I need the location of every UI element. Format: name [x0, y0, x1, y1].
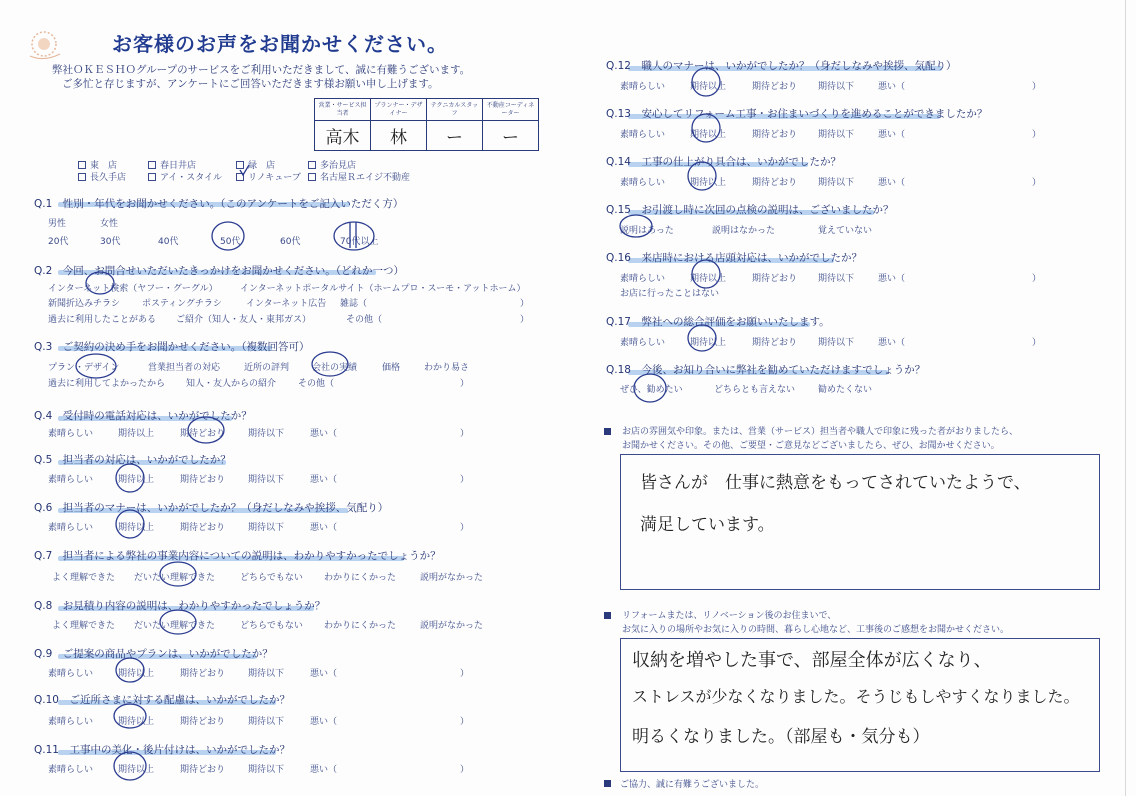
q13-option[interactable]: 期待以下: [818, 130, 855, 140]
checkbox-icon: [78, 173, 86, 181]
q2-option[interactable]: 雑誌（: [340, 299, 368, 309]
q7-option[interactable]: よく理解できた: [52, 573, 116, 583]
comment1-prompt-1: お店の雰囲気や印象。または、営業（サービス）担当者や職人で印象に残った者がおりましたら、: [622, 427, 1019, 437]
q14-option[interactable]: 期待以上: [690, 178, 727, 188]
q17-label: Q.17 弊社への総合評価をお願いいたします。: [606, 316, 830, 328]
q10-option[interactable]: 期待どおり: [180, 717, 226, 727]
q6-label: Q.6 担当者のマナーは、いかがでしたか？（身だしなみや挨拶、気配り）: [34, 502, 389, 514]
store-option[interactable]: 緑 店: [236, 158, 275, 171]
q10-paren-close: ）: [460, 717, 470, 727]
q13-option[interactable]: 素晴らしい: [620, 130, 666, 140]
comment1-answer-2: 満足しています。: [640, 515, 775, 535]
q9-option[interactable]: 素晴らしい: [48, 669, 94, 679]
q4-label: Q.4 受付時の電話対応は、いかがでしたか？: [34, 410, 252, 422]
q12-label: Q.12 職人のマナーは、いかがでしたか？（身だしなみや挨拶、気配り）: [606, 60, 957, 72]
page-title: お客様のお声をお聞かせください。: [112, 32, 448, 56]
q12-option[interactable]: 期待どおり: [752, 82, 798, 92]
q15-option[interactable]: 覚えていない: [818, 226, 873, 236]
q1-option[interactable]: 50代: [220, 237, 241, 247]
staff-value-sales[interactable]: 高木: [315, 121, 371, 151]
staff-value-planner[interactable]: 林: [371, 121, 427, 151]
q4-option[interactable]: 期待どおり: [180, 429, 226, 439]
q4-option[interactable]: 期待以上: [118, 429, 155, 439]
q6-option[interactable]: 悪い（: [310, 523, 338, 533]
q5-option[interactable]: 期待以下: [248, 475, 285, 485]
q14-option[interactable]: 素晴らしい: [620, 178, 666, 188]
q14-label: Q.14 工事の仕上がり具合は、いかがでしたか？: [606, 156, 841, 168]
store-option[interactable]: 多治見店: [308, 158, 356, 171]
checkbox-checked-icon: [236, 173, 244, 181]
q13-label: Q.13 安心してリフォーム工事・お住まいづくりを進めることができましたか？: [606, 108, 988, 120]
staff-header-technical: テクニカルスタッフ: [427, 99, 483, 121]
q5-option[interactable]: 期待以上: [118, 475, 155, 485]
q8-option[interactable]: 説明がなかった: [420, 621, 484, 631]
store-option-selected[interactable]: リノキューブ: [236, 170, 301, 183]
q17-option[interactable]: 悪い（: [878, 338, 906, 348]
q5-paren-close: ）: [460, 475, 470, 485]
q2-option[interactable]: ご紹介（知人・友人・東邦ガス）: [176, 315, 312, 325]
q12-option[interactable]: 期待以上: [690, 82, 727, 92]
q1-option[interactable]: 40代: [158, 237, 179, 247]
q11-option[interactable]: 素晴らしい: [48, 765, 94, 775]
q2-label: Q.2 今回、お問合せいただいたきっかけをお聞かせください。（どれか一つ）: [34, 265, 405, 277]
intro-line-2: ご多忙と存じますが、アンケートにご回答いただきます様お願い申し上げます。: [62, 78, 439, 90]
q7-option[interactable]: だいたい理解できた: [134, 573, 216, 583]
q17-option[interactable]: 期待以上: [690, 338, 727, 348]
store-option[interactable]: 長久手店: [78, 170, 126, 183]
q17-option[interactable]: 期待以下: [818, 338, 855, 348]
q10-label: Q.10 ご近所さまに対する配慮は、いかがでしたか？: [34, 694, 290, 706]
q3-option[interactable]: その他（: [298, 379, 335, 389]
q11-option[interactable]: 期待以上: [118, 765, 155, 775]
q2-option[interactable]: 過去に利用したことがある: [48, 315, 157, 325]
q7-option[interactable]: 説明がなかった: [420, 573, 484, 583]
q14-option[interactable]: 悪い（: [878, 178, 906, 188]
q14-paren-close: ）: [1032, 178, 1042, 188]
q13-option[interactable]: 期待どおり: [752, 130, 798, 140]
q10-option[interactable]: 悪い（: [310, 717, 338, 727]
q2-option[interactable]: インターネット検索（ヤフー・グーグル）: [48, 284, 218, 294]
q17-option[interactable]: 期待どおり: [752, 338, 798, 348]
q11-option[interactable]: 期待どおり: [180, 765, 226, 775]
q1-option[interactable]: 20代: [48, 237, 69, 247]
q6-paren-close: ）: [460, 523, 470, 533]
staff-header-sales: 営業・サービス担当者: [315, 99, 371, 121]
comment2-answer-3: 明るくなりました。（部屋も・気分も）: [632, 727, 930, 747]
staff-value-realestate[interactable]: ー: [483, 121, 539, 151]
q2-option[interactable]: ポスティングチラシ: [142, 299, 222, 309]
checkbox-icon: [308, 173, 316, 181]
q1-option[interactable]: 女性: [100, 219, 119, 229]
q1-option[interactable]: 男性: [48, 219, 67, 229]
q10-option[interactable]: 期待以下: [248, 717, 285, 727]
q1-option[interactable]: 70代以上: [340, 237, 379, 247]
q6-option[interactable]: 期待以上: [118, 523, 155, 533]
comment2-answer-1: 収納を増やした事で、部屋全体が広くなり、: [632, 650, 992, 671]
q16-option[interactable]: 素晴らしい: [620, 274, 666, 284]
q3-option[interactable]: 知人・友人からの紹介: [186, 379, 277, 389]
q9-option[interactable]: 期待以下: [248, 669, 285, 679]
store-option[interactable]: 春日井店: [148, 158, 196, 171]
q9-paren-close: ）: [460, 669, 470, 679]
q13-paren-close: ）: [1032, 130, 1042, 140]
checkbox-icon: [308, 161, 316, 169]
q9-option[interactable]: 悪い（: [310, 669, 338, 679]
q3-option[interactable]: 過去に利用してよかったから: [48, 379, 166, 389]
comment1-prompt-2: お聞かせください。その他、ご要望・ご意見などございましたら、ぜひ、お聞かせください。: [622, 441, 1000, 451]
q3-option[interactable]: プラン・デザイン: [48, 363, 120, 373]
q8-option[interactable]: だいたい理解できた: [134, 621, 216, 631]
q2-paren-close: ）: [520, 299, 530, 309]
checkbox-icon: [78, 161, 86, 169]
checkbox-icon: [236, 161, 244, 169]
q10-option[interactable]: 期待以上: [118, 717, 155, 727]
q2-option[interactable]: 新聞折込みチラシ: [48, 299, 121, 309]
q5-option[interactable]: 素晴らしい: [48, 475, 94, 485]
q5-option[interactable]: 期待どおり: [180, 475, 226, 485]
q16-paren-close: ）: [1032, 274, 1042, 284]
q2-option[interactable]: その他（: [346, 315, 383, 325]
q7-option[interactable]: どちらでもない: [240, 573, 303, 583]
store-option[interactable]: 東 店: [78, 158, 117, 171]
q1-option[interactable]: 60代: [280, 237, 301, 247]
comment1-answer-1: 皆さんが 仕事に熱意をもってされていたようで、: [640, 473, 1031, 493]
staff-value-technical[interactable]: ー: [427, 121, 483, 151]
q4-option[interactable]: 期待以下: [248, 429, 285, 439]
intro-line-1: 弊社ＯＫＥＳＨＯグループのサービスをご利用いただきまして、誠に有難うございます。: [52, 64, 471, 76]
q13-option[interactable]: 期待以上: [690, 130, 727, 140]
q7-label: Q.7 担当者による弊社の事業内容についての説明は、わかりやすかったでしょうか？: [34, 550, 441, 562]
q7-option[interactable]: わかりにくかった: [324, 573, 397, 583]
q1-label: Q.1 性別・年代をお聞かせください。（このアンケートをご記入いただく方）: [34, 198, 404, 210]
q4-option[interactable]: 悪い（: [310, 429, 338, 439]
q15-option[interactable]: 説明はなかった: [712, 226, 776, 236]
section-bullet-icon: [604, 612, 611, 619]
store-option[interactable]: 名古屋Ｒエイジ不動産: [308, 170, 410, 183]
q16-option[interactable]: 期待どおり: [752, 274, 798, 284]
q10-option[interactable]: 素晴らしい: [48, 717, 94, 727]
q3-option[interactable]: 営業担当者の対応: [148, 363, 221, 373]
q2-option[interactable]: インターネット広告: [246, 299, 327, 309]
q3-option[interactable]: 会社の実績: [312, 363, 358, 373]
q18-label: Q.18 今後、お知り合いに弊社を勧めていただけますでしょうか？: [606, 364, 926, 376]
q6-option[interactable]: 期待どおり: [180, 523, 226, 533]
q15-label: Q.15 お引渡し時に次回の点検の説明は、ございましたか？: [606, 204, 894, 216]
q2-option[interactable]: インターネットポータルサイト（ホームプロ・スーモ・アットホーム）: [240, 284, 526, 294]
q8-option[interactable]: よく理解できた: [52, 621, 116, 631]
staff-header-realestate: 不動産コーディネーター: [483, 99, 539, 121]
q6-option[interactable]: 期待以下: [248, 523, 285, 533]
section-bullet-icon: [604, 780, 611, 787]
q15-option[interactable]: 説明はあった: [620, 226, 674, 236]
q14-option[interactable]: 期待どおり: [752, 178, 798, 188]
footer-thanks: ご協力、誠に有難うございました。: [620, 780, 765, 790]
q12-option[interactable]: 素晴らしい: [620, 82, 666, 92]
q18-option[interactable]: 勧めたくない: [818, 385, 873, 395]
q9-label: Q.9 ご提案の商品やプランは、いかがでしたか？: [34, 648, 273, 660]
q17-option[interactable]: 素晴らしい: [620, 338, 666, 348]
q9-option[interactable]: 期待どおり: [180, 669, 226, 679]
checkbox-icon: [148, 173, 156, 181]
q18-option[interactable]: ぜひ、勧めたい: [620, 385, 683, 395]
q6-option[interactable]: 素晴らしい: [48, 523, 94, 533]
q11-option[interactable]: 悪い（: [310, 765, 338, 775]
store-option[interactable]: アイ・スタイル: [148, 170, 222, 183]
company-logo: [22, 26, 72, 66]
q8-option[interactable]: どちらでもない: [240, 621, 303, 631]
q1-option[interactable]: 30代: [100, 237, 121, 247]
q8-option[interactable]: わかりにくかった: [324, 621, 397, 631]
q3-paren-close: ）: [460, 379, 470, 389]
q12-option[interactable]: 悪い（: [878, 82, 906, 92]
q9-option[interactable]: 期待以上: [118, 669, 155, 679]
q5-label: Q.5 担当者の対応は、いかがでしたか？: [34, 454, 231, 466]
q13-option[interactable]: 悪い（: [878, 130, 906, 140]
q3-option[interactable]: 価格: [382, 363, 401, 373]
q16-label: Q.16 来店時における店頭対応は、いかがでしたか？: [606, 252, 862, 264]
staff-table: [314, 98, 539, 151]
q16-option[interactable]: 期待以下: [818, 274, 855, 284]
q16-option[interactable]: 悪い（: [878, 274, 906, 284]
staff-header-planner: プランナー・デザイナー: [371, 99, 427, 121]
q8-label: Q.8 お見積り内容の説明は、わかりやすかったでしょうか？: [34, 600, 326, 612]
q16-option[interactable]: お店に行ったことはない: [620, 289, 720, 299]
q11-option[interactable]: 期待以下: [248, 765, 285, 775]
q3-option[interactable]: わかり易さ: [424, 363, 470, 373]
q4-paren-close: ）: [460, 429, 470, 439]
q11-label: Q.11 工事中の美化・後片付けは、いかがでしたか？: [34, 744, 290, 756]
q2-paren-close: ）: [520, 315, 530, 325]
q16-option[interactable]: 期待以上: [690, 274, 727, 284]
page-edge: [1125, 0, 1126, 796]
checkbox-icon: [148, 161, 156, 169]
q14-option[interactable]: 期待以下: [818, 178, 855, 188]
q18-option[interactable]: どちらとも言えない: [714, 385, 796, 395]
q11-paren-close: ）: [460, 765, 470, 775]
q17-paren-close: ）: [1032, 338, 1042, 348]
q12-paren-close: ）: [1032, 82, 1042, 92]
comment2-answer-2: ストレスが少なくなりました。そうじもしやすくなりました。: [632, 687, 1080, 706]
comment2-prompt-1: リフォームまたは、リノベーション後のお住まいで、: [622, 611, 837, 621]
q12-option[interactable]: 期待以下: [818, 82, 855, 92]
q3-option[interactable]: 近所の評判: [244, 363, 290, 373]
q5-option[interactable]: 悪い（: [310, 475, 338, 485]
q4-option[interactable]: 素晴らしい: [48, 429, 94, 439]
comment2-prompt-2: お気に入りの場所やお気に入りの時間、暮らし心地など、工事後のご感想をお聞かせください。: [622, 625, 1010, 635]
q3-label: Q.3 ご契約の決め手をお聞かせください。（複数回答可）: [34, 341, 310, 353]
section-bullet-icon: [604, 428, 611, 435]
